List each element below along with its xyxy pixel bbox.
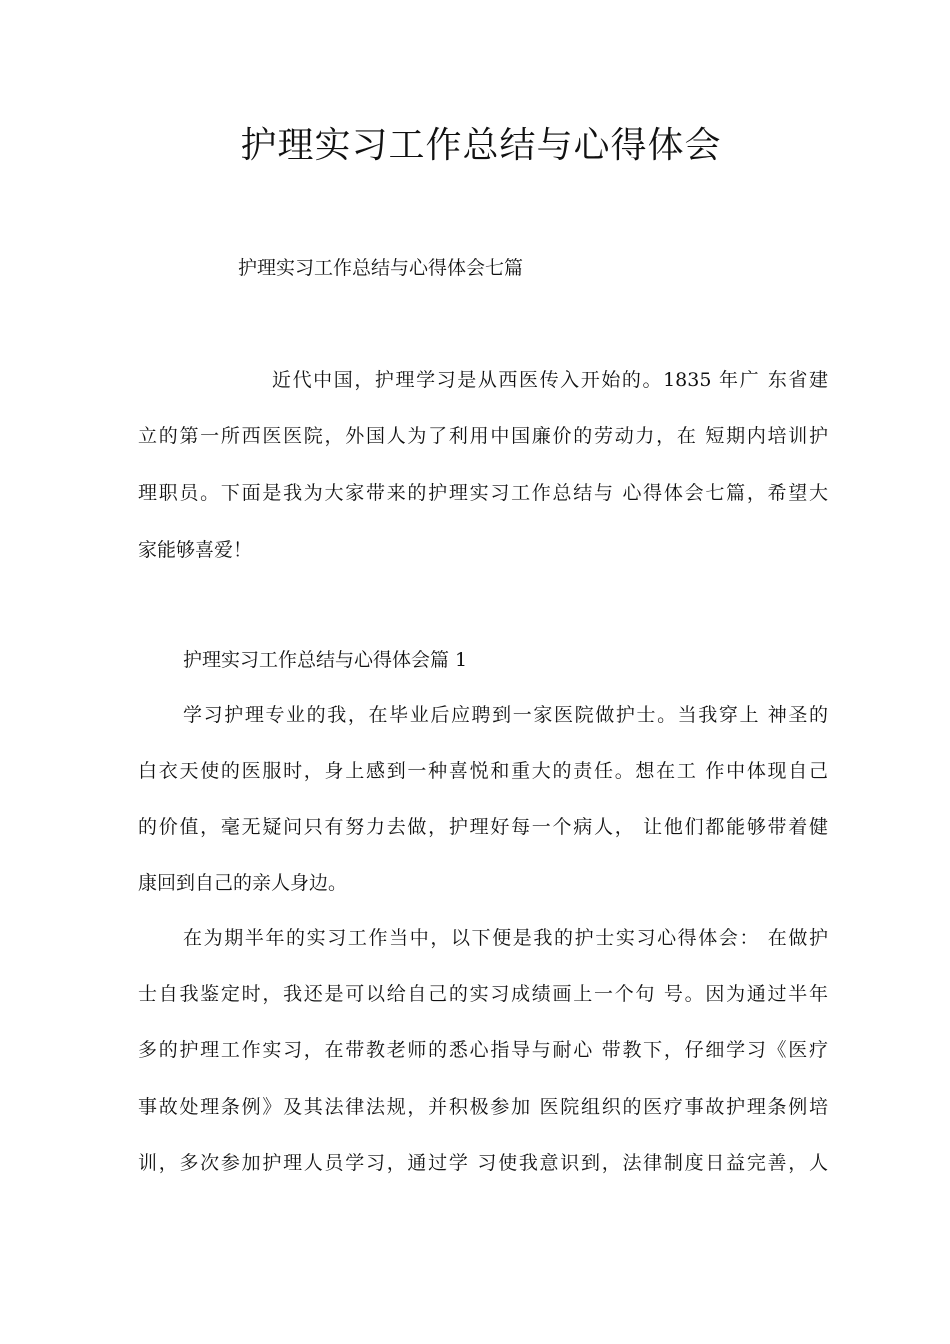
paragraph-line: 在为期半年的实习工作当中，以下便是我的护士实习心得体会： 在做护 xyxy=(183,927,828,949)
section-heading: 护理实习工作总结与心得体会篇 1 xyxy=(183,649,468,671)
paragraph-line: 康回到自己的亲人身边。 xyxy=(138,872,348,894)
intro-line: 家能够喜爱！ xyxy=(138,539,253,561)
document-subtitle: 护理实习工作总结与心得体会七篇 xyxy=(238,257,524,279)
paragraph-line: 学习护理专业的我，在毕业后应聘到一家医院做护士。当我穿上 神圣的 xyxy=(183,704,828,726)
paragraph-line: 的价值，毫无疑问只有努力去做，护理好每一个病人， 让他们都能够带着健 xyxy=(138,816,828,838)
paragraph-line: 士自我鉴定时，我还是可以给自己的实习成绩画上一个句 号。因为通过半年 xyxy=(138,983,828,1005)
intro-line: 立的第一所西医医院，外国人为了利用中国廉价的劳动力，在 短期内培训护 xyxy=(138,425,828,447)
paragraph-line: 白衣天使的医服时，身上感到一种喜悦和重大的责任。想在工 作中体现自己 xyxy=(138,760,828,782)
paragraph-line: 多的护理工作实习，在带教老师的悉心指导与耐心 带教下，仔细学习《医疗 xyxy=(138,1039,828,1061)
intro-line: 近代中国，护理学习是从西医传入开始的。1835 年广 东省建 xyxy=(272,369,828,391)
paragraph-line: 事故处理条例》及其法律法规，并积极参加 医院组织的医疗事故护理条例培 xyxy=(138,1096,828,1118)
paragraph-line: 训，多次参加护理人员学习，通过学 习使我意识到，法律制度日益完善，人 xyxy=(138,1152,828,1174)
intro-line: 理职员。下面是我为大家带来的护理实习工作总结与 心得体会七篇，希望大 xyxy=(138,482,828,504)
document-title: 护理实习工作总结与心得体会 xyxy=(240,125,722,166)
